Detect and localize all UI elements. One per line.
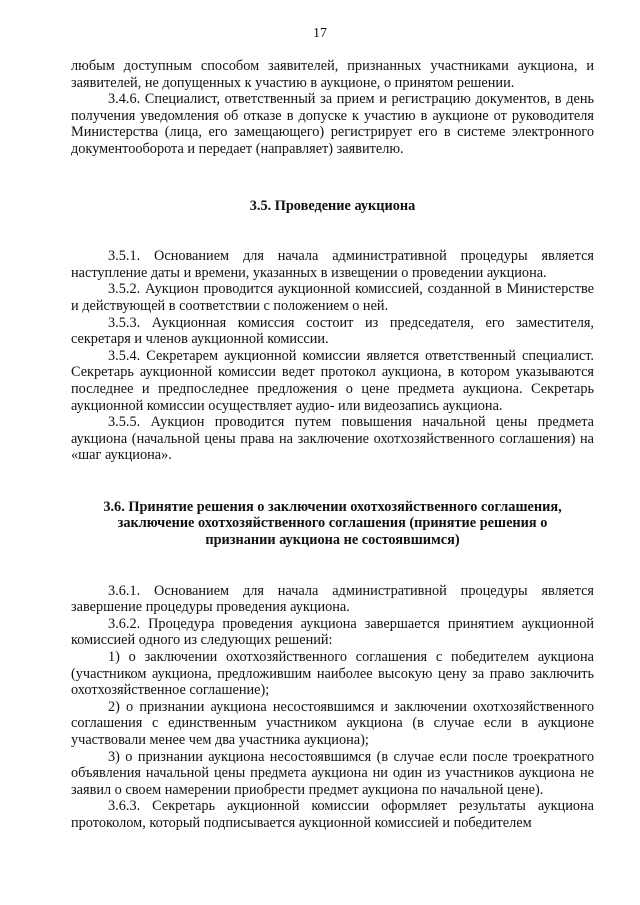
section-heading-3-6 bbox=[71, 499, 594, 549]
paragraph-3-5-4: 3.5.4. Секретарем аукционной комиссии является ответственный специалист. Секретарь аукционной комиссии ведет протокол аукциона, в котором указываются последнее и предпоследнее предложения о цене предмета аукциона. Секретарь аукционной комиссии осуществляет аудио- или видеозапись аукциона. bbox=[71, 347, 594, 414]
paragraph-3-4-6: 3.4.6. Специалист, ответственный за прием и регистрацию документов, в день получения уведомления об отказе в допуске к участию в аукционе от руководителя Министерства (лица, его замещающего) регистрирует его в системе электронного документооборота и передает (направляет) заявителю. bbox=[71, 91, 594, 157]
paragraph-3-6-3: 3.6.3. Секретарь аукционной комиссии оформляет результаты аукциона протоколом, который подписывается аукционной комиссией и победителем bbox=[71, 798, 594, 831]
list-item-3: 3) о признании аукциона несостоявшимся (в случае если после троекратного объявления начальной цены предмета аукциона ни один из участников аукциона не заявил о своем намерении приобрести предмет аукциона по начальной цене). bbox=[71, 748, 594, 798]
paragraph-3-5-3: 3.5.3. Аукционная комиссия состоит из председателя, его заместителя, секретаря и членов аукционной комиссии. bbox=[71, 314, 594, 348]
section-heading-3-6-line-3: признании аукциона не состоявшимся) bbox=[205, 532, 460, 549]
section-heading-3-5: 3.5. Проведение аукциона bbox=[249, 197, 416, 214]
paragraph-3-6-2: 3.6.2. Процедура проведения аукциона завершается принятием аукционной комиссией одного из следующих решений: bbox=[71, 615, 594, 649]
paragraph-3-6-1: 3.6.1. Основанием для начала административной процедуры является завершение процедуры проведения аукциона. bbox=[71, 582, 594, 616]
list-item-2: 2) о признании аукциона несостоявшимся и заключении охотхозяйственного соглашения с единственным участником аукциона (в случае если в аукционе участвовали менее чем два участника аукциона); bbox=[71, 698, 594, 748]
section-heading-3-6-line-2: заключение охотхозяйственного соглашения (принятие решения о bbox=[117, 515, 548, 532]
page-number: 17 bbox=[313, 26, 327, 41]
paragraph-3-5-5: 3.5.5. Аукцион проводится путем повышения начальной цены предмета аукциона (начальной цены права на заключение охотхозяйственного соглашения) на «шаг аукциона». bbox=[71, 414, 594, 464]
paragraph-3-5-2: 3.5.2. Аукцион проводится аукционной комиссией, созданной в Министерстве и действующей в соответствии с положением о ней. bbox=[71, 281, 594, 314]
paragraph-3-5-1: 3.5.1. Основанием для начала административной процедуры является наступление даты и времени, указанных в извещении о проведении аукциона. bbox=[71, 248, 594, 281]
list-item-1: 1) о заключении охотхозяйственного соглашения с победителем аукциона (участником аукциона, предложившим наиболее высокую цену за право заключить охотхозяйственное соглашение); bbox=[71, 649, 594, 699]
section-heading-3-6-line-1: 3.6. Принятие решения о заключении охотхозяйственного соглашения, bbox=[103, 498, 562, 515]
page-content bbox=[71, 58, 594, 832]
paragraph-continuation: любым доступным способом заявителей, признанных участниками аукциона, и заявителей, не допущенных к участию в аукционе, о принятом решении. bbox=[71, 58, 594, 91]
